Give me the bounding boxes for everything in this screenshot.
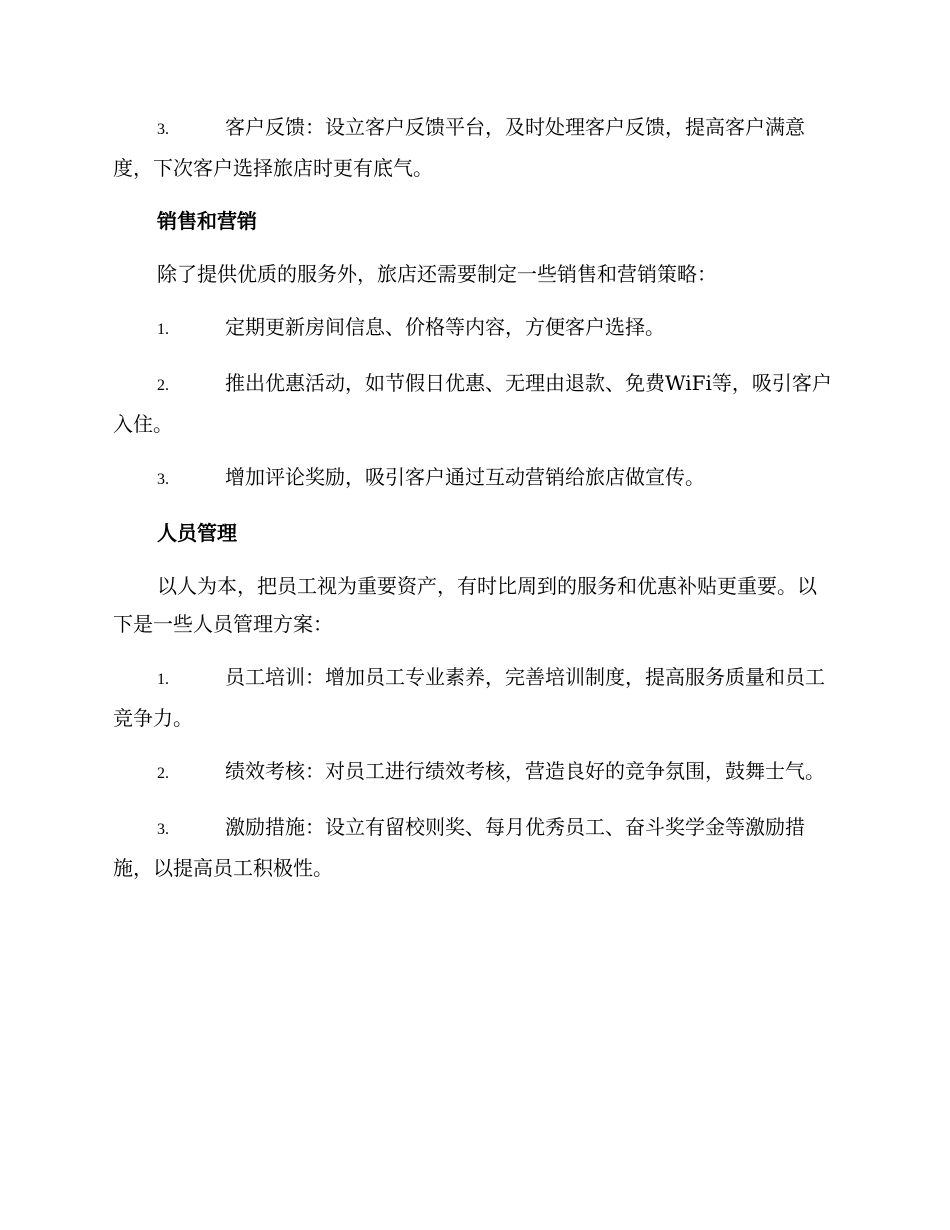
list-number: 3. [157,821,169,838]
list-item-sales-2 [113,364,835,443]
paragraph-sales-intro: 除了提供优质的服务外，旅店还需要制定一些销售和营销策略： [157,262,717,286]
document-page [113,108,835,902]
list-number: 2. [157,765,169,782]
list-text: 激励措施：设立有留校则奖、每月优秀员工、奋斗奖学金等激励措施，以提高员工积极性。 [113,815,805,880]
list-item-staff-1 [113,658,835,737]
list-text: 客户反馈：设立客户反馈平台，及时处理客户反馈，提高客户满意度，下次客户选择旅店时更有底气。 [113,115,805,180]
list-number: 3. [157,121,169,138]
list-text: 绩效考核：对员工进行绩效考核，营造良好的竞争氛围，鼓舞士气。 [225,759,825,783]
list-text: 推出优惠活动，如节假日优惠、无理由退款、免费WiFi等，吸引客户入住。 [113,371,832,436]
list-item-sales-3 [113,458,835,499]
list-item-staff-3 [113,808,835,887]
list-number: 3. [157,471,169,488]
list-number: 1. [157,321,169,338]
list-text: 定期更新房间信息、价格等内容，方便客户选择。 [225,315,665,339]
list-item-customer-feedback [113,108,835,187]
section-heading-staff-management: 人员管理 [157,521,237,545]
list-text: 增加评论奖励，吸引客户通过互动营销给旅店做宣传。 [225,465,705,489]
paragraph-staff-intro: 以人为本，把员工视为重要资产，有时比周到的服务和优惠补贴更重要。以下是一些人员管理方案： [113,574,817,636]
list-number: 1. [157,671,169,688]
list-text: 员工培训：增加员工专业素养，完善培训制度，提高服务质量和员工竞争力。 [113,665,825,730]
list-item-sales-1 [113,308,835,349]
list-item-staff-2 [113,752,835,793]
section-heading-sales-marketing: 销售和营销 [157,209,257,233]
list-number: 2. [157,377,169,394]
